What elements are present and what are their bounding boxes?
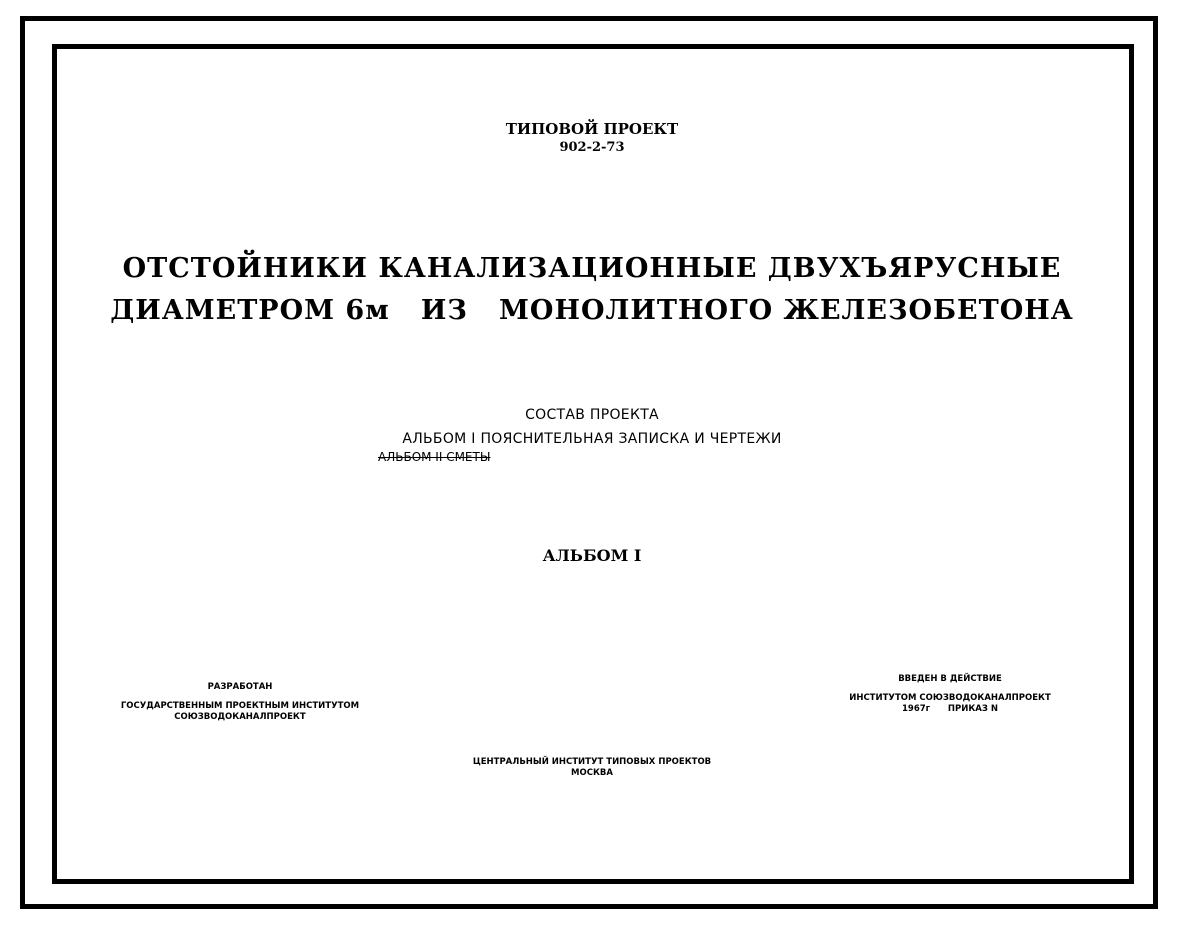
developed-label: РАЗРАБОТАН — [207, 682, 273, 692]
project-number: 902-2-73 — [559, 140, 625, 155]
composition-album-1: АЛЬБОМ I ПОЯСНИТЕЛЬНАЯ ЗАПИСКА И ЧЕРТЕЖИ — [402, 431, 782, 447]
enacted-line-1: ИНСТИТУТОМ СОЮЗВОДОКАНАЛПРОЕКТ — [849, 693, 1051, 703]
developed-line-1: ГОСУДАРСТВЕННЫМ ПРОЕКТНЫМ ИНСТИТУТОМ — [120, 701, 360, 711]
main-title-line-1: ОТСТОЙНИКИ КАНАЛИЗАЦИОННЫЕ ДВУХЪЯРУСНЫЕ — [122, 253, 1062, 284]
publisher-line-2: МОСКВА — [571, 768, 613, 778]
developed-line-2: СОЮЗВОДОКАНАЛПРОЕКТ — [174, 712, 306, 722]
enacted-label: ВВЕДЕН В ДЕЙСТВИЕ — [898, 674, 1002, 684]
publisher-block — [392, 757, 792, 779]
project-type-label: ТИПОВОЙ ПРОЕКТ — [505, 120, 679, 138]
composition-album-2-struck: АЛЬБОМ II СМЕТЫ — [378, 450, 491, 464]
enacted-block — [800, 674, 1100, 715]
main-title-line-2: ДИАМЕТРОМ 6м ИЗ МОНОЛИТНОГО ЖЕЛЕЗОБЕТОНА — [110, 295, 1074, 326]
publisher-line-1: ЦЕНТРАЛЬНЫЙ ИНСТИТУТ ТИПОВЫХ ПРОЕКТОВ — [472, 757, 712, 767]
composition-title: СОСТАВ ПРОЕКТА — [525, 407, 659, 423]
developed-block — [80, 682, 400, 723]
album-label: АЛЬБОМ I — [542, 546, 642, 565]
enacted-line-2: 1967г ПРИКАЗ N — [902, 704, 998, 714]
